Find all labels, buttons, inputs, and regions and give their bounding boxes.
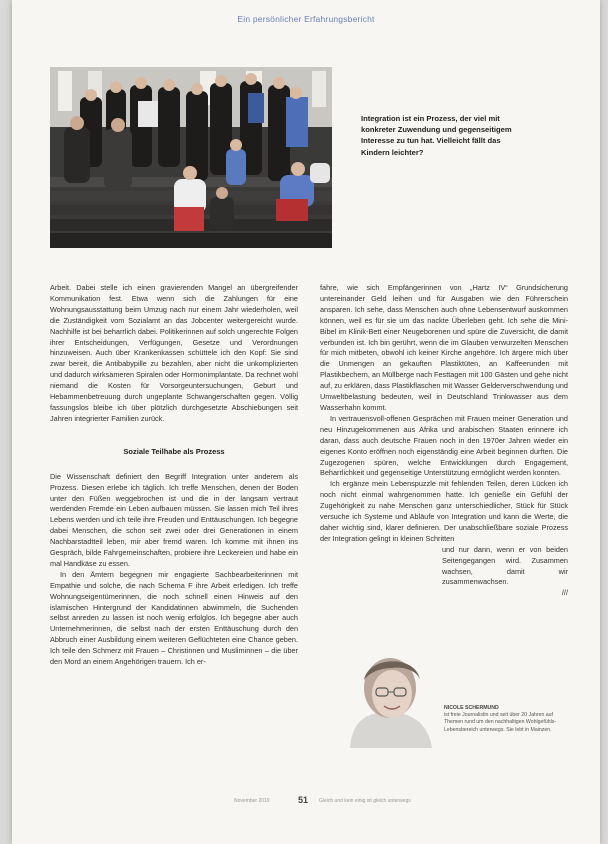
- article-end-mark: ///: [561, 588, 568, 598]
- paragraph: Arbeit. Dabei stelle ich einen gravierenden Mangel an übergreifender Kommunikation fest. Etwa wenn sich die Zahlungen für eine Wohnungsausstattung beim Umzug nach nur einem Jahr wiederholen, weil die Zuständigkeit vom Sozialamt an das Jobcenter weitergereicht wurde. Nachhilfe ist bei beharrlich dabei. Politikerinnen auf solch ungerechte Folgen ihrer Entscheidungen, Verfügungen, Gesetze und Verordnungen hinzuweisen. Auch über Krankenkassen schüttele ich den Kopf: Sie sind zwar bereit, die Antibabypille zu bezahlen, aber nicht die unkomplizierten und dadurch wirksameren Spiralen oder Hormonimplantate. Da rechnet wohl niemand die Kosten für Vorsorgeuntersuchungen, Geburt und Hebammenbetreuung durch ungeplante Schwangerschaften gegen. Völlig fassungslos bleibe ich über plötzlich durchgesetzte Abschiebungen seit Jahren integrierter Familien zurück.: [50, 283, 298, 423]
- author-name: NICOLE SCHERMUND: [444, 705, 499, 711]
- author-portrait-image: [332, 650, 438, 748]
- magazine-page: [12, 0, 600, 844]
- magazine-name: Gleich und kein einig ist gleich unterwegs: [319, 798, 411, 804]
- paragraph: Ich ergänze mein Lebenspuzzle mit fehlenden Teilen, deren Lücken ich noch nicht einmal wahrgenommen hatte. Ich genieße ein Gefühl der Zugehörigkeit zu nahe Menschen ganz unterschiedlicher, Stück für Stück versuche ich Systeme und Abläufe von Integration und kann die Werte, die daher wichtig sind, klarer definieren. Der unabschließbare soziale Prozess der Integration gelingt in kleinen Schritten: [320, 479, 568, 543]
- paragraph: In den Ämtern begegnen mir engagierte Sachbearbeiterinnen mit Empathie und solche, die nach Schema F ihre Arbeit erledigen. Ich treffe Wohnungseigentümerinnen, die noch schnell einen Hinweis auf den islamischen Hintergrund der Kandidatinnen abwimmeln, die Suchenden selbst anreden zu lassen ist noch wenig erfolglos. Ich begegne aber auch Unternehmerinnen, die selbst nach der ersten Enttäuschung durch den Abbruch einer Ausbildung einem weiteren Geflüchteten eine Chance geben. Ich teile den Schmerz mit Frauen – Christinnen und Musliminnen – die über den Mord an einem Angehörigen trauern. Ich er-: [50, 569, 298, 667]
- page-kicker: Ein persönlicher Erfahrungsbericht: [237, 14, 375, 24]
- author-bio-text: ist freie Journalistin und seit über 20 Jahren auf Themen rund um den nachhaltigen Wohlgefühls-Lebensbereich unterwegs. Sie lebt in Mainzen.: [444, 712, 557, 733]
- paragraph: In vertrauensvoll-offenen Gesprächen mit Frauen meiner Generation und neu Hinzugekommenen aus Afrika und arabischen Staaten erinnere ich daran, dass auch deutsche Frauen noch in den 1970er Jahren wieder ein eigenes Konto eröffnen noch eigenständig eine Arbeit beginnen durften. Die Zugezogenen spüren, welche Entwicklungen durch Engagement, Beharrlichkeit und gegenseitige Unterstützung ermöglicht werden konnten.: [320, 413, 568, 478]
- article-column-left: [50, 283, 298, 668]
- paragraph: Die Wissenschaft definiert den Begriff Integration unter anderem als Prozess. Diesen erlebe ich täglich. Ich treffe Menschen, denen der Boden unter den Füßen weggebrochen ist und die in der langsam vertraut werdenden Fremde ein Leben aufbauen müssen. Sie lassen mich Teil ihres Lebens werden und ich teile ihre Freuden und Enttäuschungen. Ich begegne dabei Menschen, die schon seit zwei oder drei Generationen in einem Nachbarstadtteil leben, mir aber fremd waren. Ich komme mit ihnen ins Gespräch, bilde Fahrgemeinschaften, probiere ihre Leckereien und habe ein mal Handkäse zu essen.: [50, 471, 298, 568]
- paragraph: fahre, wie sich Empfängerinnen von „Hartz IV“ Grundsicherung untereinander Geld leihen und für Ausgaben wie den Führerschein ansparen. Ich sehe, dass Menschen auch ohne Lebensentwurf auskommen können, weil es für sie um das nackte Überleben geht. Ich sehe die Mini-Bibel im Klinik-Bett einer Neugeborenen und spüre die Zuversicht, die damit verbunden ist. Ich bin gerührt, wenn die im Glauben verwurzelten Menschen für mich mitbeten, obwohl ich keiner Kirche angehöre. Ich ärgere mich über die Unmengen an gekauften Plastiktüten, an Kaffeerunden mit Plastikbechern, an Müllberge nach Festtagen mit 100 Gästen und gehe nicht auf, zu erklären, dass Plastikflaschen mit Wasser Gelderverschwendung und Umweltbelastung bedeuten, weil in Deutschland Trinkwasser aus dem Wasserhahn kommt.: [320, 283, 568, 412]
- author-portrait: [332, 650, 438, 748]
- article-column-right: [320, 283, 568, 599]
- group-photo: [50, 67, 332, 248]
- issue-date: November 2019: [234, 798, 270, 804]
- group-photo-image: [50, 67, 332, 248]
- paragraph: und nur dann, wenn er von beiden Seitengegangen wird. Zusammen wachsen, damit wir zusammenwachsen.: [442, 544, 568, 587]
- author-bio: [444, 705, 562, 734]
- pull-quote: Integration ist ein Prozess, der viel mit konkreter Zuwendung und gegenseitigem Interesse zu tun hat. Vielleicht fällt das Kindern leichter?: [361, 114, 512, 157]
- section-subheading: Soziale Teilhabe als Prozess: [123, 446, 225, 456]
- page-number: 51: [298, 795, 309, 805]
